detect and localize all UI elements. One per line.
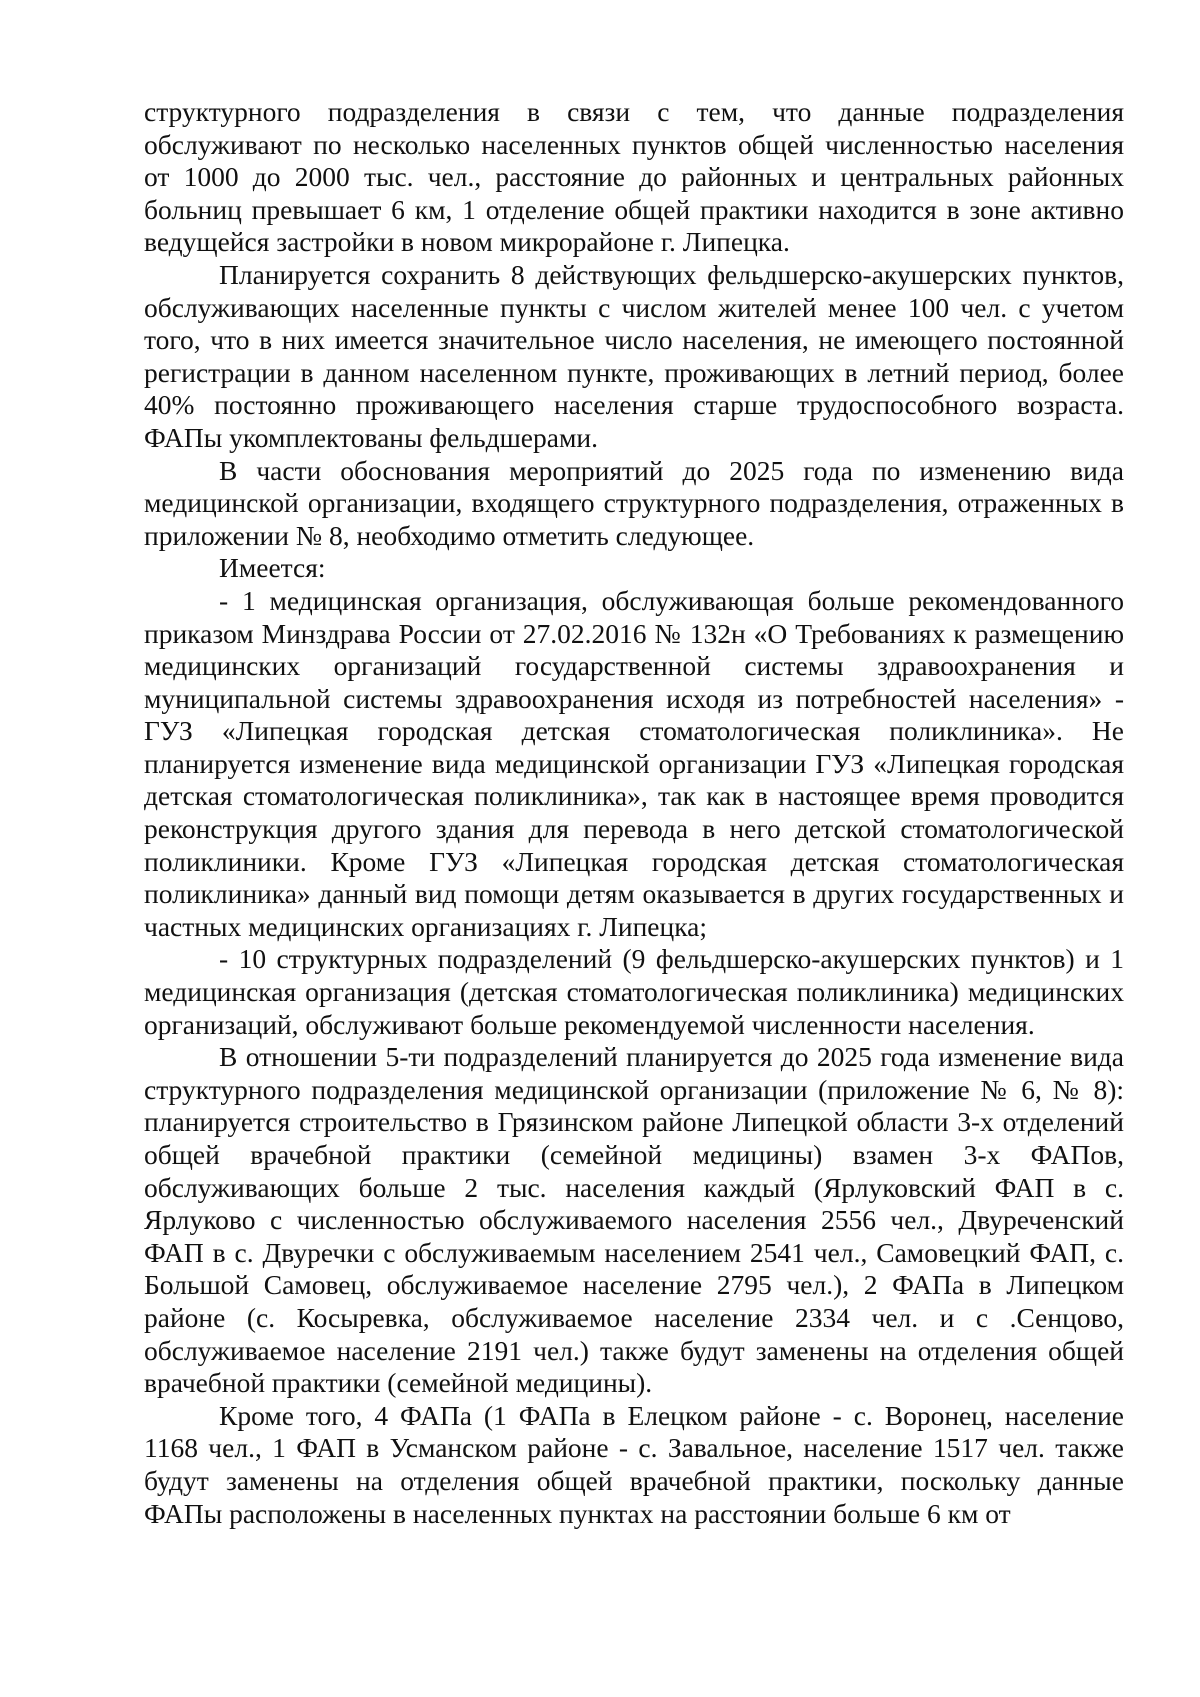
document-page [144,96,1124,1530]
list-item-dental-clinic: - 1 медицинская организация, обслуживающая больше рекомендованного приказом Минздрава России от 27.02.2016 № 132н «О Требованиях к размещению медицинских организаций государственной системы здравоохранения и муниципальной системы здравоохранения исходя из потребностей населения» - ГУЗ «Липецкая городская детская стоматологическая поликлиника». Не планируется изменение вида медицинской организации ГУЗ «Липецкая городская детская стоматологическая поликлиника», так как в настоящее время проводится реконструкция другого здания для перевода в него детской стоматологической поликлиники. Кроме ГУЗ «Липецкая городская детская стоматологическая поликлиника» данный вид помощи детям оказывается в других государственных и частных медицинских организациях г. Липецка; [144,584,1124,942]
paragraph-justification-intro: В части обоснования мероприятий до 2025 года по изменению вида медицинской организации, входящего структурного подразделения, отраженных в приложении № 8, необходимо отметить следующее. [144,454,1124,551]
paragraph-continuation: структурного подразделения в связи с тем, что данные подразделения обслуживают по несколько населенных пунктов общей численностью населения от 1000 до 2000 тыс. чел., расстояние до районных и центральных районных больниц превышает 6 км, 1 отделение общей практики находится в зоне активно ведущейся застройки в новом микрорайоне г. Липецка. [144,96,1124,258]
paragraph-five-units: В отношении 5-ти подразделений планируется до 2025 года изменение вида структурного подразделения медицинской организации (приложение № 6, № 8): планируется строительство в Грязинском районе Липецкой области 3-х отделений общей врачебной практики (семейной медицины) взамен 3-х ФАПов, обслуживающих больше 2 тыс. населения каждый (Ярлуковский ФАП в с. Ярлуково с численностью обслуживаемого населения 2556 чел., Двуреченский ФАП в с. Двуречки с обслуживаемым населением 2541 чел., Самовецкий ФАП, с. Большой Самовец, обслуживаемое население 2795 чел.), 2 ФАПа в Липецком районе (с. Косыревка, обслуживаемое население 2334 чел. и с .Сенцово, обслуживаемое население 2191 чел.) также будут заменены на отделения общей врачебной практики (семейной медицины). [144,1041,1124,1399]
paragraph-fap-preservation: Планируется сохранить 8 действующих фельдшерско-акушерских пунктов, обслуживающих населенные пункты с числом жителей менее 100 чел. с учетом того, что в них имеется значительное число населения, не имеющего постоянной регистрации в данном населенном пункте, проживающих в летний период, более 40% постоянно проживающего населения старше трудоспособного возраста. ФАПы укомплектованы фельдшерами. [144,258,1124,453]
paragraph-four-faps: Кроме того, 4 ФАПа (1 ФАПа в Елецком районе - с. Воронец, население 1168 чел., 1 ФАП в Усманском районе - с. Завальное, население 1517 чел. также будут заменены на отделения общей врачебной практики, поскольку данные ФАПы расположены в населенных пунктах на расстоянии больше 6 км от [144,1399,1124,1529]
list-item-structural-units: - 10 структурных подразделений (9 фельдшерско-акушерских пунктов) и 1 медицинская организация (детская стоматологическая поликлиника) медицинских организаций, обслуживают больше рекомендуемой численности населения. [144,943,1124,1040]
paragraph-available-heading: Имеется: [219,552,326,584]
